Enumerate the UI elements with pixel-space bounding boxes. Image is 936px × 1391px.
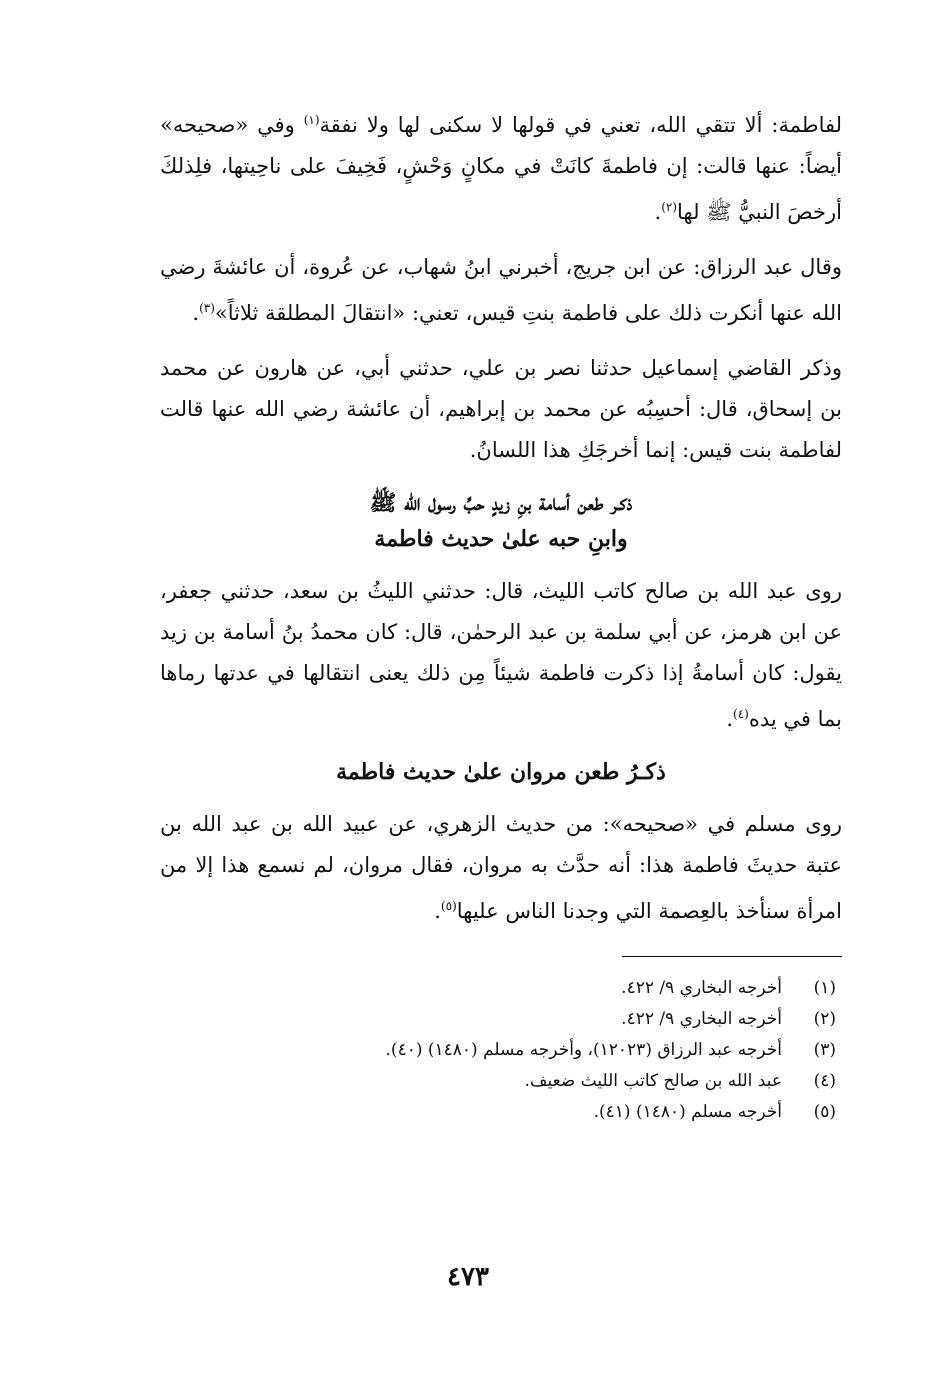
paragraph-2	[160, 247, 842, 334]
paragraph-2-end: .	[192, 301, 200, 325]
footnote-number: (٣)	[813, 1040, 836, 1060]
footnotes	[160, 973, 842, 1128]
paragraph-3	[160, 348, 842, 471]
section-heading-1-line-1: ذكـر طعن أسامة بنِ زيدٍ حبِّ رسول الله ﷺ	[369, 490, 633, 516]
footnote-number: (٥)	[813, 1102, 836, 1122]
footnote-5	[160, 1097, 842, 1128]
footnote-4	[160, 1066, 842, 1097]
footnote-ref-1[interactable]: (١)	[303, 113, 320, 127]
paragraph-1	[160, 100, 842, 233]
paragraph-5-text: روى مسلم في «صحيحه»: من حديث الزهري، عن عبيد الله بن عبد الله بن عتبة حديثَ فاطمة هذا: أنه حدَّث به مروان، فقال مروان، لم نسمع هذا إلا من امرأة سنأخذ بالعِصمة التي وجدنا الناس عليها	[160, 812, 842, 923]
footnote-text: أخرجه البخاري ٩/ ٤٢٢.	[621, 1009, 782, 1029]
section-heading-1-line-2: وابنِ حبه علىٰ حديث فاطمة	[374, 526, 628, 552]
paragraph-4-end: .	[726, 707, 734, 731]
paragraph-1-tail: وفي «صحيحه» أيضاً: عنها قالت: إن فاطمةَ كانَتْ في مكانٍ وَحْشٍ، فَخِيفَ على ناحِيتها، فلِذلكَ أرخصَ النبيُّ ﷺ لها	[160, 113, 842, 224]
section-heading-2: ذكـرُ طعن مروان علىٰ حديث فاطمة	[336, 759, 666, 785]
footnote-text: أخرجه البخاري ٩/ ٤٢٢.	[621, 978, 782, 998]
footnote-1	[160, 973, 842, 1004]
footnote-text: أخرجه مسلم (١٤٨٠) (٤١).	[593, 1102, 782, 1122]
footnote-ref-4[interactable]: (٤)	[733, 707, 749, 721]
footnote-text: عبد الله بن صالح كاتب الليث ضعيف.	[524, 1071, 782, 1091]
footnote-divider	[622, 956, 842, 957]
paragraph-1-end: .	[654, 200, 662, 224]
footnote-number: (٢)	[813, 1009, 836, 1029]
paragraph-2-text: وقال عبد الرزاق: عن ابن جريج، أخبرني ابنُ شهاب، عن عُروة، أن عائشةَ رضي الله عنها أنكرت ذلك على فاطمة بنتِ قيس، تعني: «انتقالَ المطلقة ثلاثاً»	[160, 255, 842, 325]
footnote-2	[160, 1004, 842, 1035]
footnote-ref-5[interactable]: (٥)	[440, 899, 457, 913]
paragraph-4	[160, 571, 842, 740]
footnote-text: أخرجه عبد الرزاق (١٢٠٢٣)، وأخرجه مسلم (١٤٨٠) (٤٠).	[385, 1040, 782, 1060]
paragraph-4-text: روى عبد الله بن صالح كاتب الليث، قال: حدثني الليثُ بن سعد، حدثني جعفر، عن ابن هرمز، عن أبي سلمة بن عبد الرحمٰن، قال: كان محمدُ بنُ أسامة بن زيد يقول: كان أسامةُ إذا ذكرت فاطمة شيئاً مِن ذلك يعنى انتقالها في عدتها رماها بما في يده	[160, 579, 843, 731]
paragraph-1-text: لفاطمة: ألا تتقي الله، تعني في قولها لا سكنى لها ولا نفقة	[319, 113, 842, 137]
page-body	[160, 100, 842, 1128]
paragraph-3-text: وذكر القاضي إسماعيل حدثنا نصر بن علي، حدثني أبي، عن هارون عن محمد بن إسحاق، قال: أحسِبُه عن محمد بن إبراهيم، أن عائشة رضي الله عنها قالت لفاطمة بنت قيس: إنما أخرجَكِ هذا اللسانُ.	[160, 356, 842, 462]
paragraph-5	[160, 804, 842, 932]
footnote-number: (١)	[813, 978, 836, 998]
section-heading-1	[160, 485, 842, 557]
footnote-ref-2[interactable]: (٢)	[661, 200, 678, 214]
paragraph-5-end: .	[434, 899, 441, 923]
footnote-number: (٤)	[813, 1071, 836, 1091]
footnote-ref-3[interactable]: (٣)	[199, 301, 215, 315]
page-number: ٤٧٣	[447, 1262, 489, 1292]
footnote-3	[160, 1035, 842, 1066]
